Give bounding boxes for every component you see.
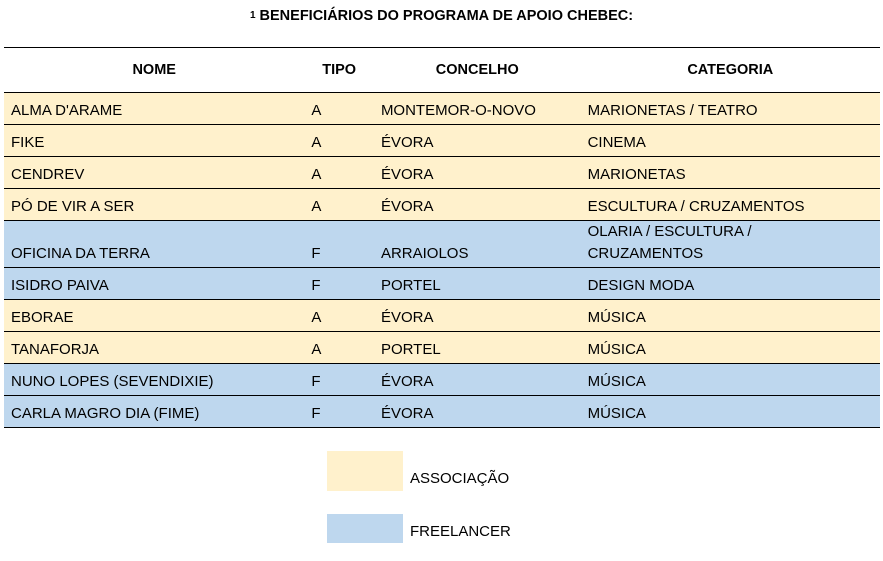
table-row [4,93,880,125]
cell-concelho: ÉVORA [374,189,581,221]
cell-tipo: F [304,364,374,396]
cell-tipo: A [304,189,374,221]
cell-concelho: PORTEL [374,332,581,364]
cell-tipo: A [304,157,374,189]
table-row [4,221,880,268]
cell-categoria: MÚSICA [581,396,880,428]
cell-nome: NUNO LOPES (SEVENDIXIE) [4,364,304,396]
cell-concelho: PORTEL [374,268,581,300]
cell-categoria: MARIONETAS [581,157,880,189]
cell-concelho: MONTEMOR-O-NOVO [374,93,581,125]
cell-categoria: DESIGN MODA [581,268,880,300]
cell-nome: CENDREV [4,157,304,189]
cell-categoria: MÚSICA [581,300,880,332]
cell-concelho: ÉVORA [374,125,581,157]
cell-categoria: OLARIA / ESCULTURA / CRUZAMENTOS [581,221,880,268]
cell-categoria: CINEMA [581,125,880,157]
table-row [4,268,880,300]
cell-tipo: A [304,93,374,125]
cell-tipo: A [304,125,374,157]
page-title [0,8,883,24]
cell-categoria: MÚSICA [581,332,880,364]
legend-swatch-freelancer [327,514,403,543]
table-row [4,364,880,396]
title-text: BENEFICIÁRIOS DO PROGRAMA DE APOIO CHEBEC: [259,8,634,24]
cell-concelho: ÉVORA [374,396,581,428]
header-tipo: TIPO [304,48,374,93]
cell-nome: ALMA D'ARAME [4,93,304,125]
header-concelho: CONCELHO [374,48,581,93]
cell-concelho: ÉVORA [374,364,581,396]
cell-concelho: ÉVORA [374,300,581,332]
cell-nome: PÓ DE VIR A SER [4,189,304,221]
cell-concelho: ARRAIOLOS [374,221,581,268]
table-row [4,332,880,364]
legend-label-association: ASSOCIAÇÃO [410,470,510,487]
header-nome: NOME [4,48,304,93]
table-row [4,157,880,189]
header-categoria: CATEGORIA [581,48,880,93]
cell-nome: ISIDRO PAIVA [4,268,304,300]
table-row [4,300,880,332]
table-row [4,125,880,157]
table-header-row [4,48,880,93]
cell-tipo: F [304,221,374,268]
cell-tipo: F [304,396,374,428]
cell-nome: OFICINA DA TERRA [4,221,304,268]
cell-categoria: MÚSICA [581,364,880,396]
legend-swatch-association [327,451,403,491]
cell-nome: TANAFORJA [4,332,304,364]
cell-categoria: MARIONETAS / TEATRO [581,93,880,125]
cell-categoria: ESCULTURA / CRUZAMENTOS [581,189,880,221]
cell-tipo: A [304,300,374,332]
table-row [4,396,880,428]
beneficiaries-table [4,47,880,428]
legend-label-freelancer: FREELANCER [410,523,511,540]
cell-tipo: F [304,268,374,300]
footnote-marker: 1 [249,10,256,21]
cell-nome: FIKE [4,125,304,157]
cell-tipo: A [304,332,374,364]
cell-nome: EBORAE [4,300,304,332]
table-row [4,189,880,221]
cell-concelho: ÉVORA [374,157,581,189]
cell-nome: CARLA MAGRO DIA (FIME) [4,396,304,428]
